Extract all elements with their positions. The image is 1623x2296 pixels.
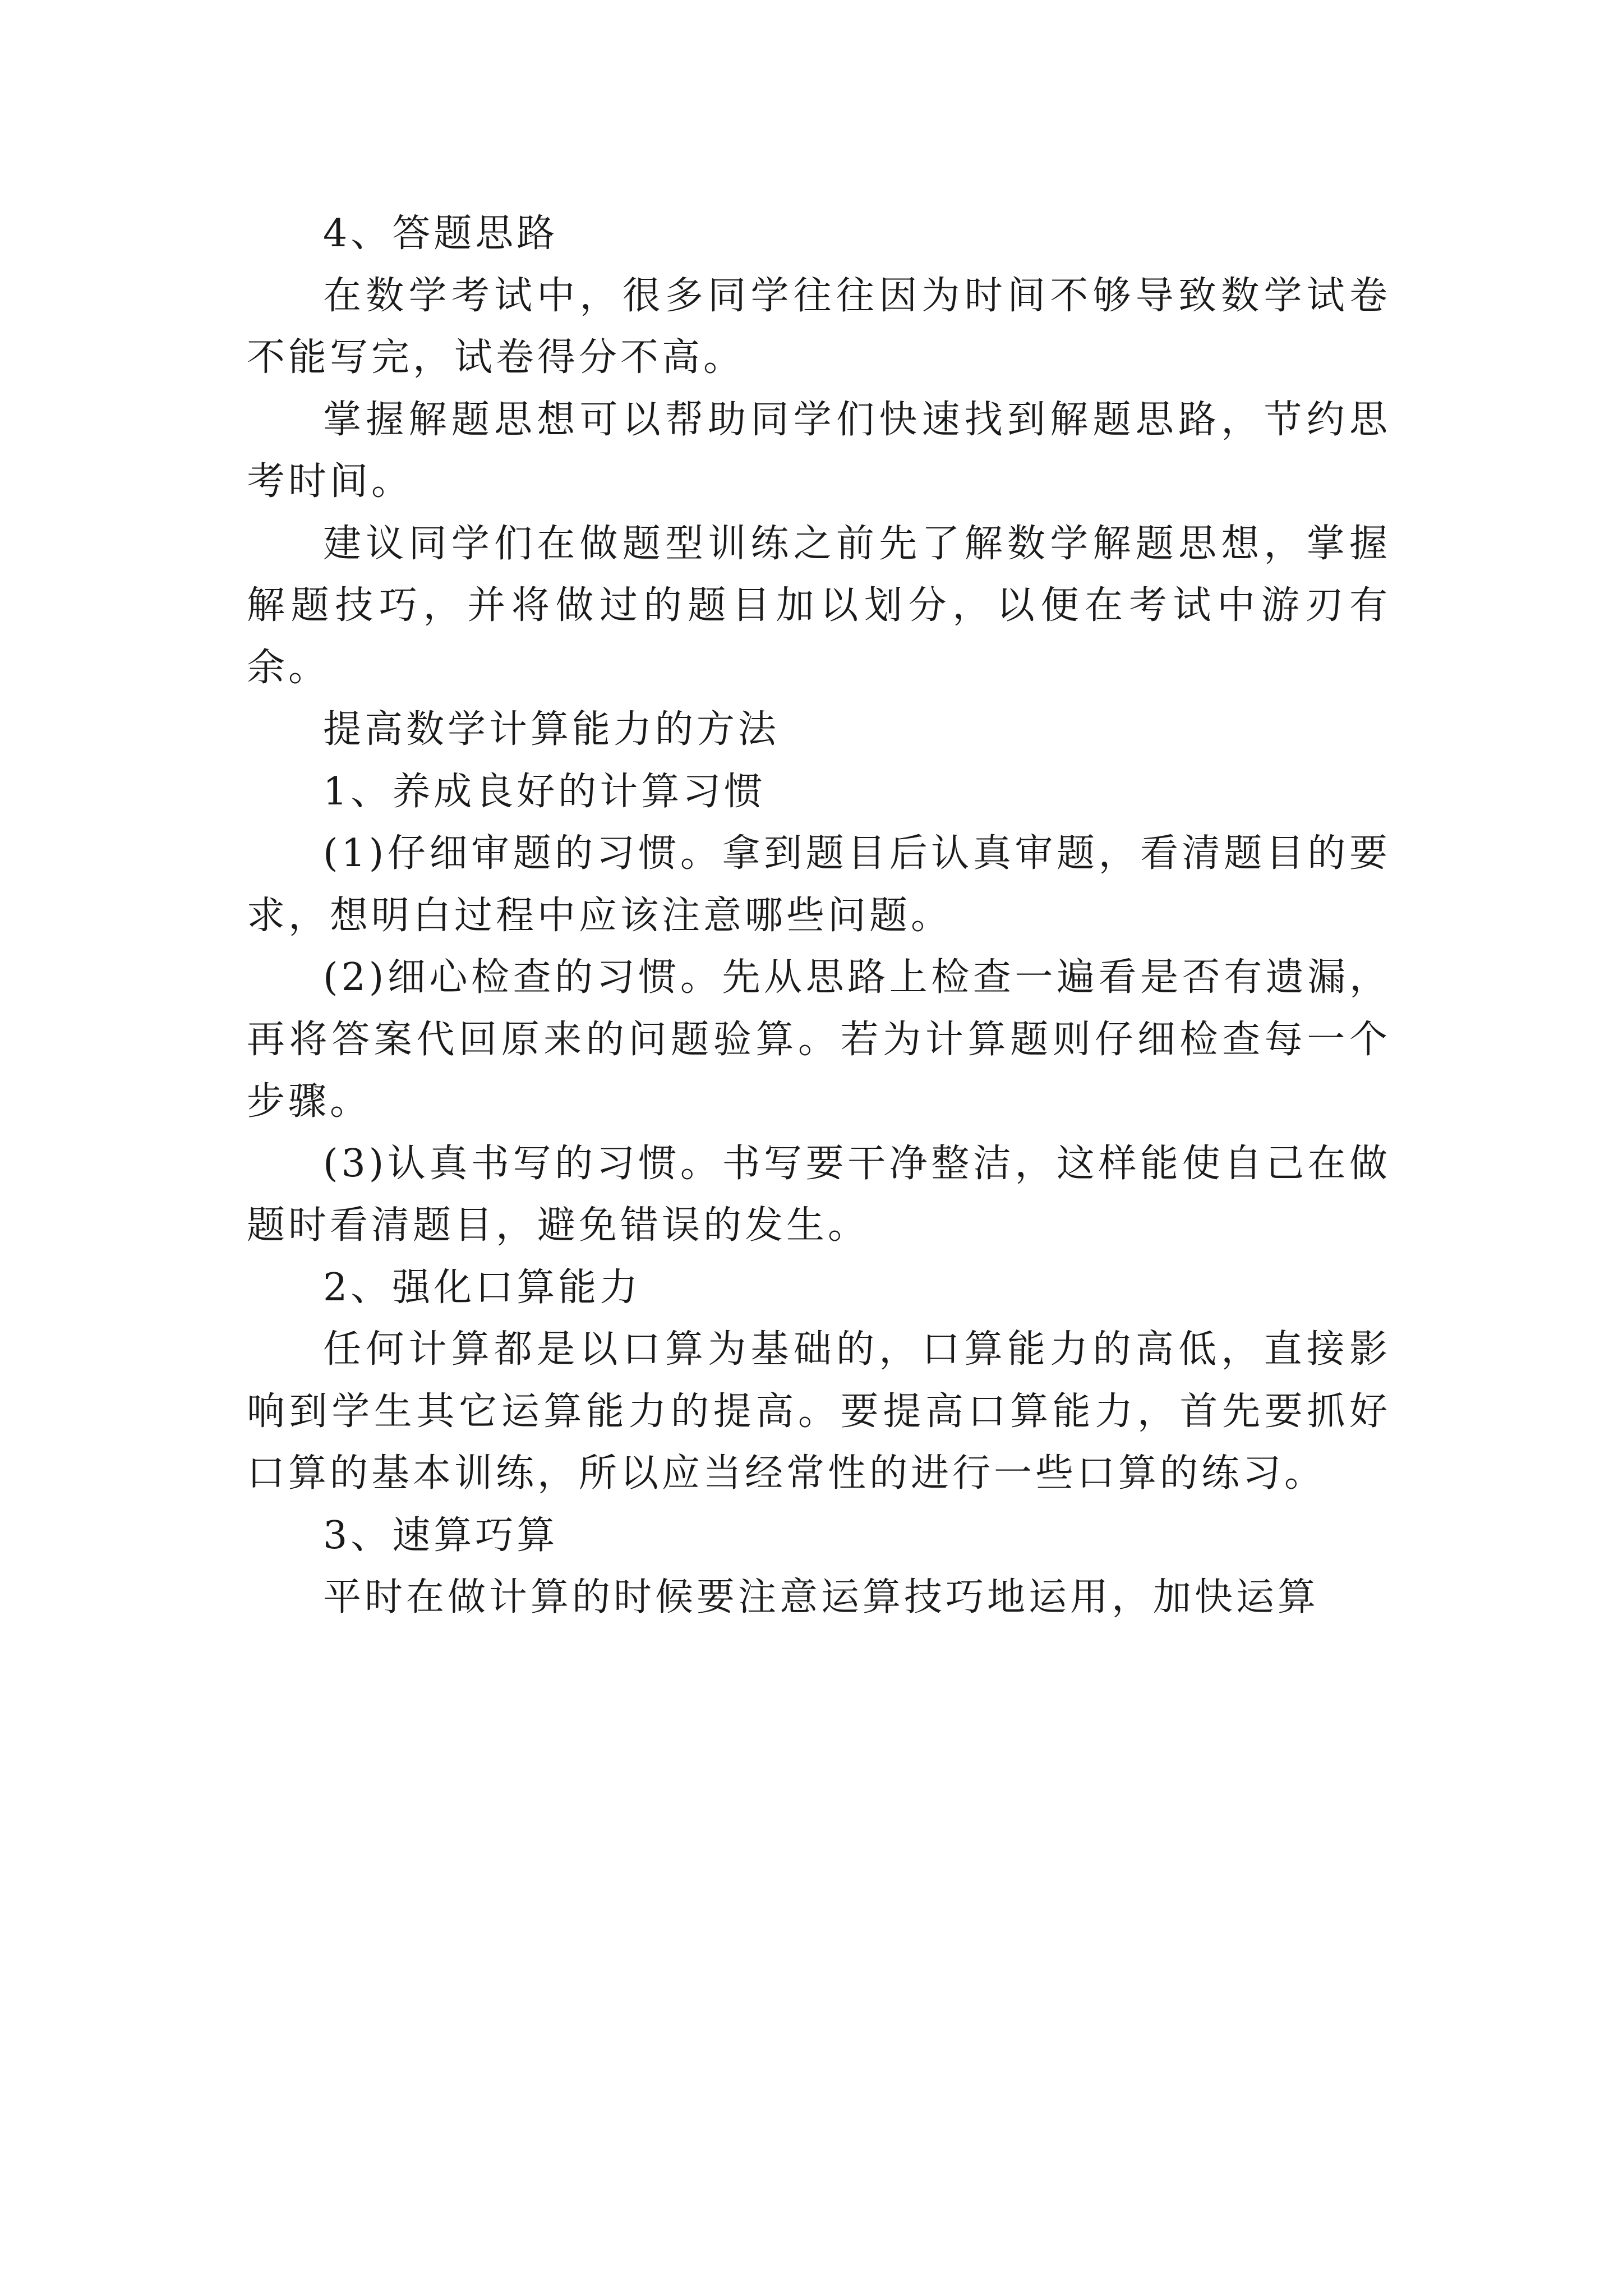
section-heading-habits: 1、养成良好的计算习惯 xyxy=(323,769,766,814)
section-heading-mental-arithmetic: 2、强化口算能力 xyxy=(323,1265,642,1310)
paragraph: 平时在做计算的时候要注意运算技巧地运用，加快运算 xyxy=(323,1575,1320,1619)
paragraph: 掌握解题思想可以帮助同学们快速找到解题思路，节约思考时间。 xyxy=(247,397,1391,504)
section-title-calculation-methods: 提高数学计算能力的方法 xyxy=(323,707,780,752)
paragraph: 建议同学们在做题型训练之前先了解数学解题思想，掌握解题技巧，并将做过的题目加以划分，以便在考试中游刃有余。 xyxy=(247,521,1391,690)
section-heading-answer-approach: 4、答题思路 xyxy=(323,211,559,256)
paragraph: 在数学考试中，很多同学往往因为时间不够导致数学试卷不能写完，试卷得分不高。 xyxy=(247,273,1391,380)
paragraph: (2)细心检查的习惯。先从思路上检查一遍看是否有遗漏，再将答案代回原来的问题验算。若为计算题则仔细检查每一个步骤。 xyxy=(247,955,1391,1124)
paragraph: (3)认真书写的习惯。书写要干净整洁，这样能使自己在做题时看清题目，避免错误的发生。 xyxy=(247,1141,1391,1248)
body-text xyxy=(247,203,1391,1629)
paragraph: (1)仔细审题的习惯。拿到题目后认真审题，看清题目的要求，想明白过程中应该注意哪些问题。 xyxy=(247,831,1391,938)
paragraph: 任何计算都是以口算为基础的，口算能力的高低，直接影响到学生其它运算能力的提高。要提高口算能力，首先要抓好口算的基本训练，所以应当经常性的进行一些口算的练习。 xyxy=(247,1327,1391,1496)
section-heading-quick-calculation: 3、速算巧算 xyxy=(323,1513,559,1558)
